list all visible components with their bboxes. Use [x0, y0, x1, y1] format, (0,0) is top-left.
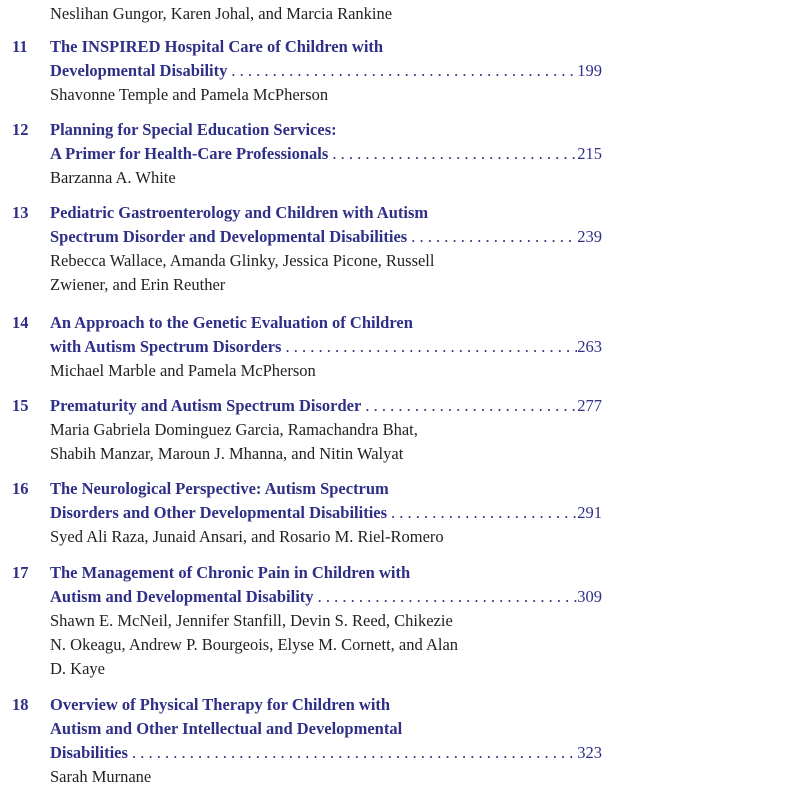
author-line: Maria Gabriela Dominguez Garcia, Ramachandra Bhat, [50, 420, 418, 439]
chapter-title-line[interactable]: The Management of Chronic Pain in Children with [50, 563, 411, 582]
chapter-body [50, 118, 602, 190]
author-line: Barzanna A. White [50, 168, 176, 187]
page-number[interactable]: 199 [577, 61, 602, 80]
chapter-number: 11 [12, 37, 28, 56]
author-line: Shawn E. McNeil, Jennifer Stanfill, Devin S. Reed, Chikezie [50, 611, 453, 630]
chapter-title-line[interactable]: Pediatric Gastroenterology and Children with Autism [50, 203, 429, 222]
chapter-title-last-line[interactable] [50, 335, 602, 359]
dot-leader [407, 225, 577, 249]
page-number[interactable]: 323 [577, 743, 602, 762]
author-line: Zwiener, and Erin Reuther [50, 275, 226, 294]
chapter-title-last-line[interactable] [50, 741, 602, 765]
author-line: Shabih Manzar, Maroun J. Mhanna, and Nitin Walyat [50, 444, 404, 463]
dot-leader [387, 501, 577, 525]
chapter-title-line[interactable]: Spectrum Disorder and Developmental Disabilities [50, 227, 408, 246]
dot-leader [314, 585, 578, 609]
chapter-title-line[interactable]: Autism and Other Intellectual and Developmental [50, 719, 403, 738]
chapter-number: 15 [12, 396, 29, 415]
author-line: N. Okeagu, Andrew P. Bourgeois, Elyse M. Cornett, and Alan [50, 635, 459, 654]
author-line: D. Kaye [50, 659, 105, 678]
chapter-title-line[interactable]: Disorders and Other Developmental Disabilities [50, 503, 388, 522]
chapter-title-line[interactable]: with Autism Spectrum Disorders [50, 337, 282, 356]
previous-entry-authors [50, 2, 392, 26]
chapter-title-line[interactable]: Developmental Disability [50, 61, 228, 80]
chapter-title-last-line[interactable] [50, 585, 602, 609]
chapter-title-line[interactable]: Planning for Special Education Services: [50, 120, 337, 139]
page-number[interactable]: 239 [577, 227, 602, 246]
chapter-title-last-line[interactable] [50, 142, 602, 166]
chapter-title-last-line[interactable] [50, 394, 602, 418]
chapter-body [50, 693, 602, 789]
chapter-body [50, 35, 602, 107]
dot-leader [281, 335, 577, 359]
author-line: Syed Ali Raza, Junaid Ansari, and Rosario M. Riel-Romero [50, 527, 444, 546]
chapter-title-last-line[interactable] [50, 59, 602, 83]
chapter-number: 13 [12, 203, 29, 222]
chapter-body [50, 201, 602, 297]
dot-leader [361, 394, 577, 418]
chapter-title-last-line[interactable] [50, 225, 602, 249]
chapter-body [50, 561, 602, 681]
chapter-title-line[interactable]: Autism and Developmental Disability [50, 587, 314, 606]
chapter-title-line[interactable]: An Approach to the Genetic Evaluation of Children [50, 313, 413, 332]
author-line: Rebecca Wallace, Amanda Glinky, Jessica Picone, Russell [50, 251, 435, 270]
author-line: Shavonne Temple and Pamela McPherson [50, 85, 329, 104]
chapter-body [50, 394, 602, 466]
chapter-title-line[interactable]: The Neurological Perspective: Autism Spectrum [50, 479, 389, 498]
chapter-title-line[interactable]: Disabilities [50, 743, 128, 762]
chapter-title-line[interactable]: The INSPIRED Hospital Care of Children with [50, 37, 384, 56]
page-number[interactable]: 263 [577, 337, 602, 356]
dot-leader [328, 142, 577, 166]
dot-leader [128, 741, 577, 765]
chapter-number: 17 [12, 563, 29, 582]
page-number[interactable]: 309 [577, 587, 602, 606]
chapter-number: 18 [12, 695, 29, 714]
chapter-body [50, 477, 602, 549]
author-line: Michael Marble and Pamela McPherson [50, 361, 316, 380]
chapter-title-line[interactable]: Prematurity and Autism Spectrum Disorder [50, 396, 362, 415]
chapter-title-line[interactable]: A Primer for Health-Care Professionals [50, 144, 329, 163]
chapter-body [50, 311, 602, 383]
chapter-number: 14 [12, 313, 29, 332]
chapter-title-last-line[interactable] [50, 501, 602, 525]
page-number[interactable]: 291 [577, 503, 602, 522]
chapter-number: 12 [12, 120, 29, 139]
author-line: Neslihan Gungor, Karen Johal, and Marcia Rankine [50, 4, 393, 23]
chapter-number: 16 [12, 479, 29, 498]
chapter-title-line[interactable]: Overview of Physical Therapy for Children with [50, 695, 391, 714]
page-number[interactable]: 215 [577, 144, 602, 163]
page-number[interactable]: 277 [577, 396, 602, 415]
dot-leader [227, 59, 577, 83]
author-line: Sarah Murnane [50, 767, 152, 786]
